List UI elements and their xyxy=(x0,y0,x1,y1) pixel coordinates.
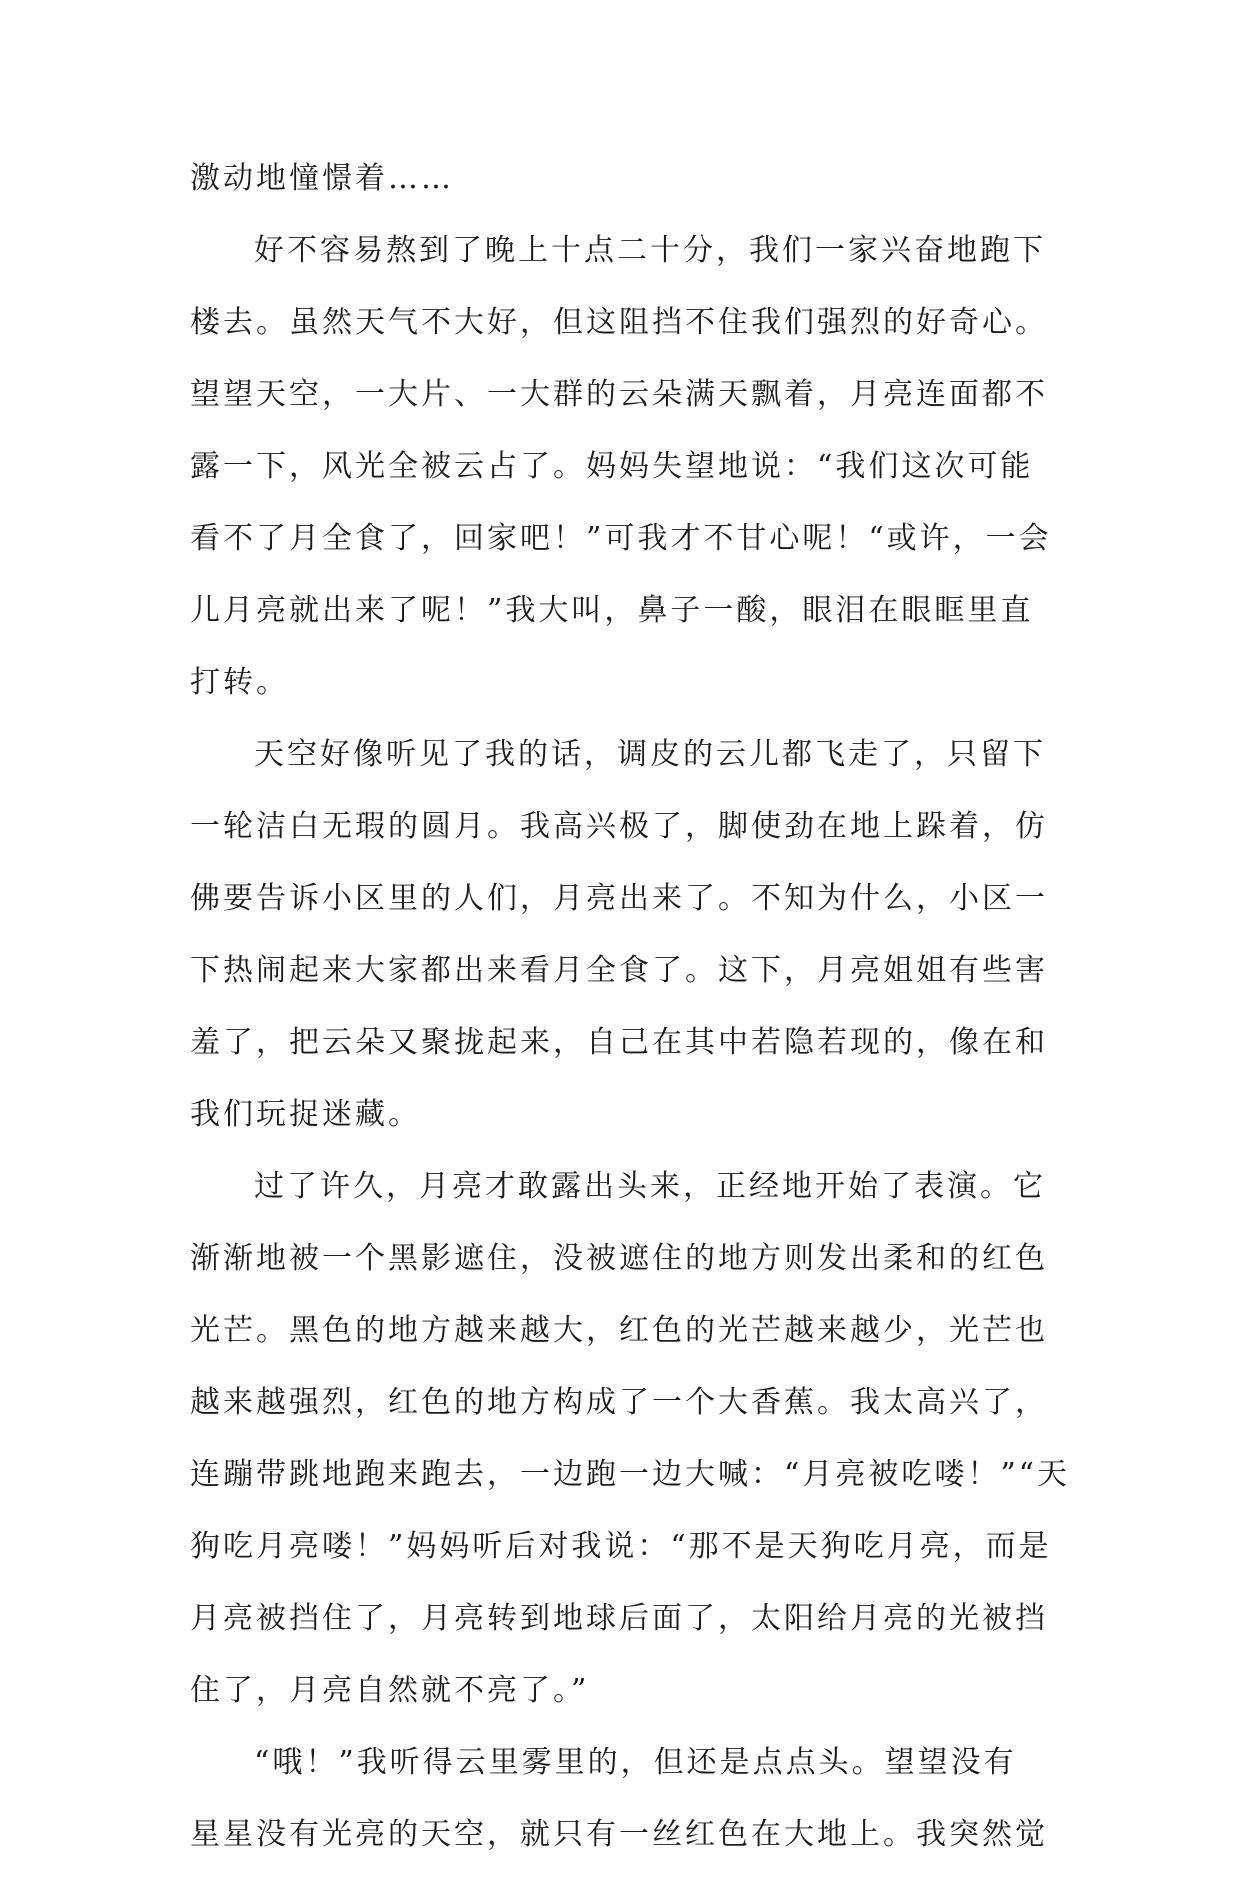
text-line: 看不了月全食了，回家吧！”可我才不甘心呢！“或许，一会 xyxy=(190,521,1052,556)
text-line: 星星没有光亮的天空，就只有一丝红色在大地上。我突然觉 xyxy=(190,1817,1048,1852)
text-line: 渐渐地被一个黑影遮住，没被遮住的地方则发出柔和的红色 xyxy=(190,1241,1048,1276)
text-line: 楼去。虽然天气不大好，但这阻挡不住我们强烈的好奇心。 xyxy=(190,305,1048,340)
text-line: 住了，月亮自然就不亮了。” xyxy=(190,1673,590,1708)
paragraph-first-line: 好不容易熬到了晚上十点二十分，我们一家兴奋地跑下 xyxy=(254,233,1046,268)
text-line: 下热闹起来大家都出来看月全食了。这下，月亮姐姐有些害 xyxy=(190,953,1048,988)
text-line: 我们玩捉迷藏。 xyxy=(190,1097,421,1132)
text-line: 儿月亮就出来了呢！”我大叫，鼻子一酸，眼泪在眼眶里直 xyxy=(190,593,1034,628)
text-line: 打转。 xyxy=(190,665,289,700)
paragraph-first-line: 过了许久，月亮才敢露出头来，正经地开始了表演。它 xyxy=(254,1169,1046,1204)
essay-body xyxy=(190,156,1070,1884)
paragraph-first-line: 天空好像听见了我的话，调皮的云儿都飞走了，只留下 xyxy=(254,737,1046,772)
text-line: 望望天空，一大片、一大群的云朵满天飘着，月亮连面都不 xyxy=(190,377,1048,412)
paragraph-first-line: “哦！”我听得云里雾里的，但还是点点头。望望没有 xyxy=(254,1745,1017,1780)
text-line: 连蹦带跳地跑来跑去，一边跑一边大喊：“月亮被吃喽！”“天 xyxy=(190,1457,1071,1492)
text-line: 激动地憧憬着…… xyxy=(190,161,454,196)
text-line: 狗吃月亮喽！”妈妈听后对我说：“那不是天狗吃月亮，而是 xyxy=(190,1529,1052,1564)
text-line: 越来越强烈，红色的地方构成了一个大香蕉。我太高兴了， xyxy=(190,1385,1048,1420)
text-line: 羞了，把云朵又聚拢起来，自己在其中若隐若现的，像在和 xyxy=(190,1025,1048,1060)
text-line: 一轮洁白无瑕的圆月。我高兴极了，脚使劲在地上跺着，仿 xyxy=(190,809,1048,844)
text-line: 露一下，风光全被云占了。妈妈失望地说：“我们这次可能 xyxy=(190,449,1034,484)
text-line: 佛要告诉小区里的人们，月亮出来了。不知为什么，小区一 xyxy=(190,881,1048,916)
text-line: 光芒。黑色的地方越来越大，红色的光芒越来越少，光芒也 xyxy=(190,1313,1048,1348)
text-line: 月亮被挡住了，月亮转到地球后面了，太阳给月亮的光被挡 xyxy=(190,1601,1048,1636)
